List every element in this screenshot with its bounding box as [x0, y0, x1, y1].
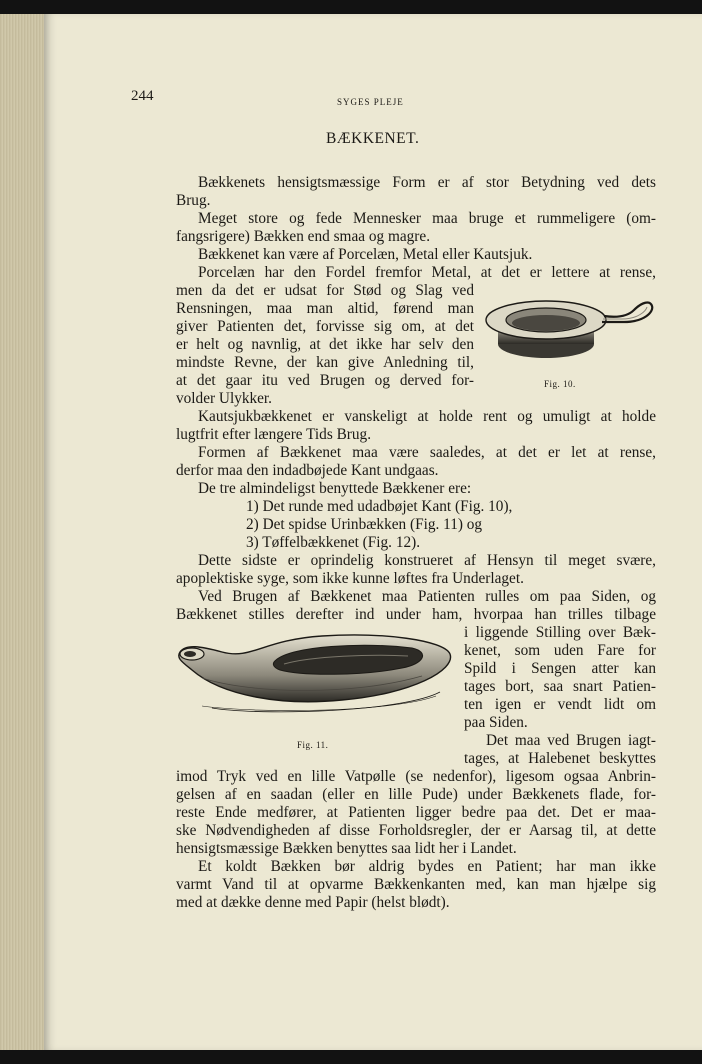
figure-10-caption: Fig. 10.: [544, 379, 576, 389]
text-line: hensigtsmæssige Bækken benyttes saa lidt her i Landet.: [176, 840, 517, 857]
text-line: Formen af Bækkenet maa være saaledes, at det er let at rense,: [198, 444, 656, 461]
text-line: Dette sidste er oprindelig konstrueret af Hensyn til meget svære,: [198, 552, 656, 569]
text-line: volder Ulykker.: [176, 390, 273, 407]
text-line: mindste Revne, der kan give Anledning til,: [176, 354, 474, 371]
text-line: Meget store og fede Mennesker maa bruge et rummeligere (om-: [198, 210, 656, 227]
text-line: Et koldt Bækken bør aldrig bydes en Patient; har man ikke: [198, 858, 656, 875]
text-line: Spild i Sengen atter kan: [464, 660, 656, 677]
text-line: ske Nødvendigheden af disse Forholdsregler, der er Aarsag til, at dette: [176, 822, 656, 839]
page-number: 244: [131, 88, 154, 104]
text-line: at det gaar itu ved Brugen og derved for-: [176, 372, 474, 389]
section-title: BÆKKENET.: [326, 130, 420, 147]
text-line: ten igen er vendt lidt om: [464, 696, 656, 713]
list-item: 1) Det runde med udadbøjet Kant (Fig. 10),: [246, 498, 513, 515]
text-line: gelsen af en saadan (eller en lille Pude) under Bækkenets flade, for-: [176, 786, 656, 803]
text-line: er helt og navnlig, at det ikke har selv den: [176, 336, 474, 353]
figure-11-caption: Fig. 11.: [297, 740, 329, 750]
text-line: men da det er udsat for Stød og Slag ved: [176, 282, 474, 299]
running-head: SYGES PLEJE: [337, 97, 404, 107]
text-line: Porcelæn har den Fordel fremfor Metal, at det er lettere at rense,: [198, 264, 656, 281]
text-line: med at dække denne med Papir (helst blødt).: [176, 894, 450, 911]
text-line: tages, at Halebenet beskyttes: [464, 750, 656, 767]
text-line: Kautsjukbækkenet er vanskeligt at holde rent og umuligt at holde: [198, 408, 656, 425]
text-line: tages bort, saa snart Patien-: [464, 678, 656, 695]
text-line: Det maa ved Brugen iagt-: [486, 732, 656, 749]
text-line: i liggende Stilling over Bæk-: [464, 624, 656, 641]
text-line: Bækkenet kan være af Porcelæn, Metal eller Kautsjuk.: [198, 246, 533, 263]
list-item: 3) Tøffelbækkenet (Fig. 12).: [246, 534, 421, 551]
text-line: De tre almindeligst benyttede Bækkener ere:: [198, 480, 472, 497]
text-line: imod Tryk ved en lille Vatpølle (se nedenfor), ligesom ogsaa Anbrin-: [176, 768, 656, 785]
text-line: giver Patienten det, forvisse sig om, at det: [176, 318, 474, 335]
text-line: Rensningen, maa man altid, førend man: [176, 300, 474, 317]
text-line: apoplektiske syge, som ikke kunne løftes fra Underlaget.: [176, 570, 524, 587]
text-line: derfor maa den indadbøjede Kant undgaas.: [176, 462, 439, 479]
text-line: Bækkenet stilles derefter ind under ham, hvorpaa han trilles tilbage: [176, 606, 656, 623]
text-line: paa Siden.: [464, 714, 528, 731]
figure-11-urinal-bedpan: [172, 630, 456, 718]
list-item: 2) Det spidse Urinbækken (Fig. 11) og: [246, 516, 483, 533]
text-line: varmt Vand til at opvarme Bækkenkanten med, kan man hjælpe sig: [176, 876, 656, 893]
text-line: Ved Brugen af Bækkenet maa Patienten rulles om paa Siden, og: [198, 588, 656, 605]
figure-10-round-bedpan: [484, 292, 656, 364]
text-line: Brug.: [176, 192, 211, 209]
text-line: lugtfrit efter længere Tids Brug.: [176, 426, 372, 443]
text-line: fangsrigere) Bækken end smaa og magre.: [176, 228, 431, 245]
text-line: Bækkenets hensigtsmæssige Form er af stor Betydning ved dets: [198, 174, 656, 191]
text-line: reste Ende medfører, at Patienten ligger bedre paa det. Det er maa-: [176, 804, 656, 821]
text-line: kenet, som uden Fare for: [464, 642, 656, 659]
